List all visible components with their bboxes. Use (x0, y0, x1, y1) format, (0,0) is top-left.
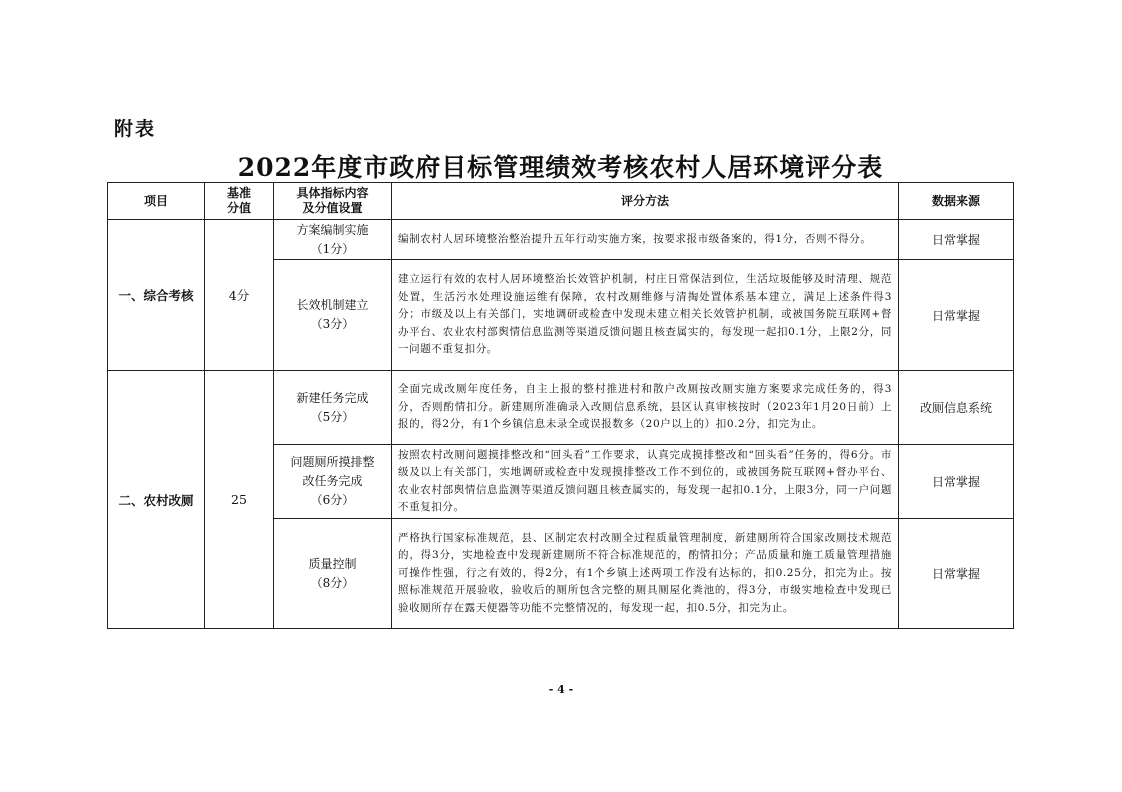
method-cell: 严格执行国家标准规范，县、区制定农村改厕全过程质量管理制度，新建厕所符合国家改厕技术规范的，得3分，实地检查中发现新建厕所不符合标准规范的，酌情扣分；产品质量和施工质量管理措施可操作性强，行之有效的，得2分，有1个乡镇上述两项工作没有达标的，扣0.25分，扣完为止。按照标准规范开展验收，验收后的厕所包含完整的厕具厕屋化粪池的，得3分，市级实地检查中发现已验收厕所存在露天便器等功能不完整情况的，每发现一起，扣0.5分，扣完为止。 (392, 519, 899, 629)
source-cell: 日常掌握 (899, 260, 1014, 371)
scoring-table (107, 182, 1014, 629)
table-row (108, 371, 1014, 445)
source-cell: 日常掌握 (899, 220, 1014, 260)
table-row (108, 220, 1014, 260)
source-cell: 改厕信息系统 (899, 371, 1014, 445)
section-name: 二、农村改厕 (108, 371, 205, 629)
section-name: 一、综合考核 (108, 220, 205, 371)
indicator-cell: 问题厕所摸排整 改任务完成 （6分） (274, 445, 392, 519)
method-cell: 建立运行有效的农村人居环境整治长效管护机制，村庄日常保洁到位，生活垃圾能够及时清理、规范处置，生活污水处理设施运维有保障，农村改厕维修与清掏处置体系基本建立，满足上述条件得3分；市级及以上有关部门，实地调研或检查中发现未建立相关长效管护机制，或被国务院互联网+督办平台、农业农村部舆情信息监测等渠道反馈问题且核查属实的，每发现一起扣0.1分，上限2分，同一问题不重复扣分。 (392, 260, 899, 371)
indicator-cell: 方案编制实施 （1分） (274, 220, 392, 260)
header-item: 项目 (108, 183, 205, 220)
method-cell: 全面完成改厕年度任务，自主上报的整村推进村和散户改厕按改厕实施方案要求完成任务的，得3分，否则酌情扣分。新建厕所准确录入改厕信息系统，县区认真审核按时（2023年1月20日前）上报的，得2分，有1个乡镇信息未录全或误报数多（20户以上的）扣0.2分，扣完为止。 (392, 371, 899, 445)
indicator-cell: 长效机制建立 （3分） (274, 260, 392, 371)
header-indicator: 具体指标内容 及分值设置 (274, 183, 392, 220)
header-row (108, 183, 1014, 220)
section-score: 25 (205, 371, 274, 629)
method-cell: 编制农村人居环境整治整治提升五年行动实施方案，按要求报市级备案的，得1分，否则不得分。 (392, 220, 899, 260)
header-method: 评分方法 (392, 183, 899, 220)
page-number: - 4 - (548, 683, 574, 696)
header-source: 数据来源 (899, 183, 1014, 220)
indicator-cell: 新建任务完成 （5分） (274, 371, 392, 445)
method-cell: 按照农村改厕问题摸排整改和“回头看”工作要求，认真完成摸排整改和“回头看”任务的，得6分。市级及以上有关部门，实地调研或检查中发现摸排整改工作不到位的，或被国务院互联网+督办平台、农业农村部舆情信息监测等渠道反馈问题且核查属实的，每发现一起扣0.1分，上限3分，同一户问题不重复扣分。 (392, 445, 899, 519)
annex-label: 附表 (114, 118, 157, 140)
section-score: 4分 (205, 220, 274, 371)
indicator-cell: 质量控制 （8分） (274, 519, 392, 629)
source-cell: 日常掌握 (899, 519, 1014, 629)
source-cell: 日常掌握 (899, 445, 1014, 519)
header-base-score: 基准 分值 (205, 183, 274, 220)
document-title: 2022年度市政府目标管理绩效考核农村人居环境评分表 (237, 153, 884, 182)
